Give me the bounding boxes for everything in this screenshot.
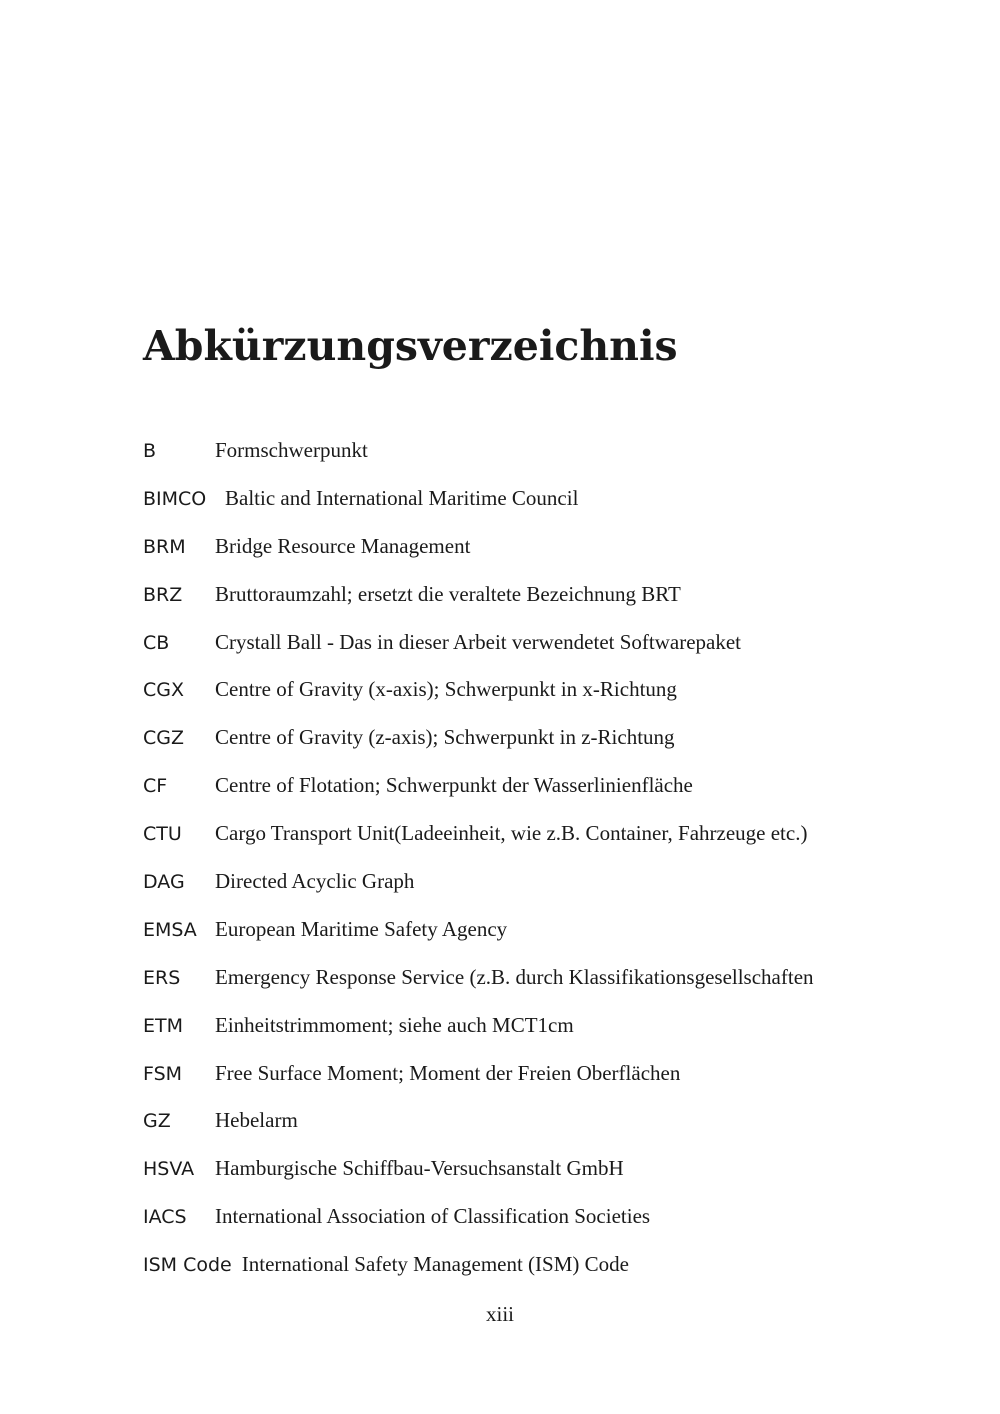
abbreviation-entry bbox=[143, 913, 863, 961]
abbreviation-term: IACS bbox=[143, 1206, 187, 1229]
abbreviation-description: Directed Acyclic Graph bbox=[215, 869, 415, 894]
abbreviation-description: Einheitstrimmoment; siehe auch MCT1cm bbox=[215, 1012, 574, 1037]
abbreviation-entry bbox=[143, 865, 863, 913]
abbreviation-list bbox=[143, 434, 863, 1296]
abbreviation-term: HSVA bbox=[143, 1158, 195, 1181]
abbreviation-term: DAG bbox=[143, 871, 185, 894]
abbreviation-description: Hebelarm bbox=[215, 1108, 298, 1133]
abbreviation-entry bbox=[143, 1009, 863, 1057]
abbreviation-entry bbox=[143, 626, 863, 674]
abbreviation-description: Emergency Response Service (z.B. durch Klassifikationsgesellschaften bbox=[215, 964, 814, 989]
abbreviation-term: CTU bbox=[143, 823, 182, 846]
abbreviation-term: BIMCO bbox=[143, 487, 207, 510]
abbreviation-description: Hamburgische Schiffbau-Versuchsanstalt GmbH bbox=[215, 1156, 624, 1181]
abbreviation-entry bbox=[143, 482, 863, 530]
abbreviation-description: International Safety Management (ISM) Code bbox=[241, 1252, 629, 1277]
abbreviation-entry bbox=[143, 1057, 863, 1105]
abbreviation-description: Centre of Gravity (z-axis); Schwerpunkt in z-Richtung bbox=[215, 725, 675, 750]
abbreviation-entry bbox=[143, 1248, 863, 1296]
abbreviation-description: Bridge Resource Management bbox=[215, 533, 471, 558]
abbreviation-term: CGX bbox=[143, 679, 185, 702]
abbreviation-description: Free Surface Moment; Moment der Freien Oberflächen bbox=[215, 1060, 681, 1085]
abbreviation-description: Crystall Ball - Das in dieser Arbeit verwendetet Softwarepaket bbox=[215, 629, 742, 654]
abbreviation-term: CGZ bbox=[143, 727, 185, 750]
abbreviation-entry bbox=[143, 434, 863, 482]
abbreviation-term: ISM Code bbox=[143, 1254, 232, 1277]
page-number: xiii bbox=[485, 1302, 514, 1326]
abbreviation-entry bbox=[143, 1152, 863, 1200]
abbreviation-entry bbox=[143, 817, 863, 865]
abbreviation-description: Centre of Gravity (x-axis); Schwerpunkt in x-Richtung bbox=[215, 677, 677, 702]
abbreviation-description: European Maritime Safety Agency bbox=[215, 916, 508, 941]
abbreviation-term: CF bbox=[143, 775, 168, 798]
abbreviation-entry bbox=[143, 673, 863, 721]
abbreviation-term: BRZ bbox=[143, 583, 183, 606]
abbreviation-description: International Association of Classification Societies bbox=[215, 1204, 651, 1229]
chapter-title: Abkürzungsverzeichnis bbox=[143, 322, 678, 370]
abbreviation-term: CB bbox=[143, 631, 170, 654]
abbreviation-description: Formschwerpunkt bbox=[215, 438, 368, 462]
abbreviation-entry bbox=[143, 530, 863, 578]
abbreviation-term: BRM bbox=[143, 535, 186, 558]
abbreviation-term: GZ bbox=[143, 1110, 171, 1133]
abbreviation-entry bbox=[143, 1104, 863, 1152]
abbreviation-entry bbox=[143, 961, 863, 1009]
abbreviation-description: Baltic and International Maritime Council bbox=[225, 485, 579, 510]
abbreviation-entry bbox=[143, 769, 863, 817]
abbreviation-term: EMSA bbox=[143, 918, 197, 941]
abbreviation-entry bbox=[143, 1200, 863, 1248]
abbreviation-term: ETM bbox=[143, 1014, 184, 1037]
abbreviation-entry bbox=[143, 721, 863, 769]
abbreviation-term: ERS bbox=[143, 966, 181, 989]
abbreviation-description: Bruttoraumzahl; ersetzt die veraltete Bezeichnung BRT bbox=[215, 581, 681, 606]
abbreviation-entry bbox=[143, 578, 863, 626]
abbreviation-term: B bbox=[143, 440, 157, 462]
abbreviation-description: Centre of Flotation; Schwerpunkt der Wasserlinienfläche bbox=[215, 773, 693, 798]
abbreviation-term: FSM bbox=[143, 1062, 183, 1085]
abbreviation-description: Cargo Transport Unit(Ladeeinheit, wie z.B. Container, Fahrzeuge etc.) bbox=[215, 821, 808, 846]
